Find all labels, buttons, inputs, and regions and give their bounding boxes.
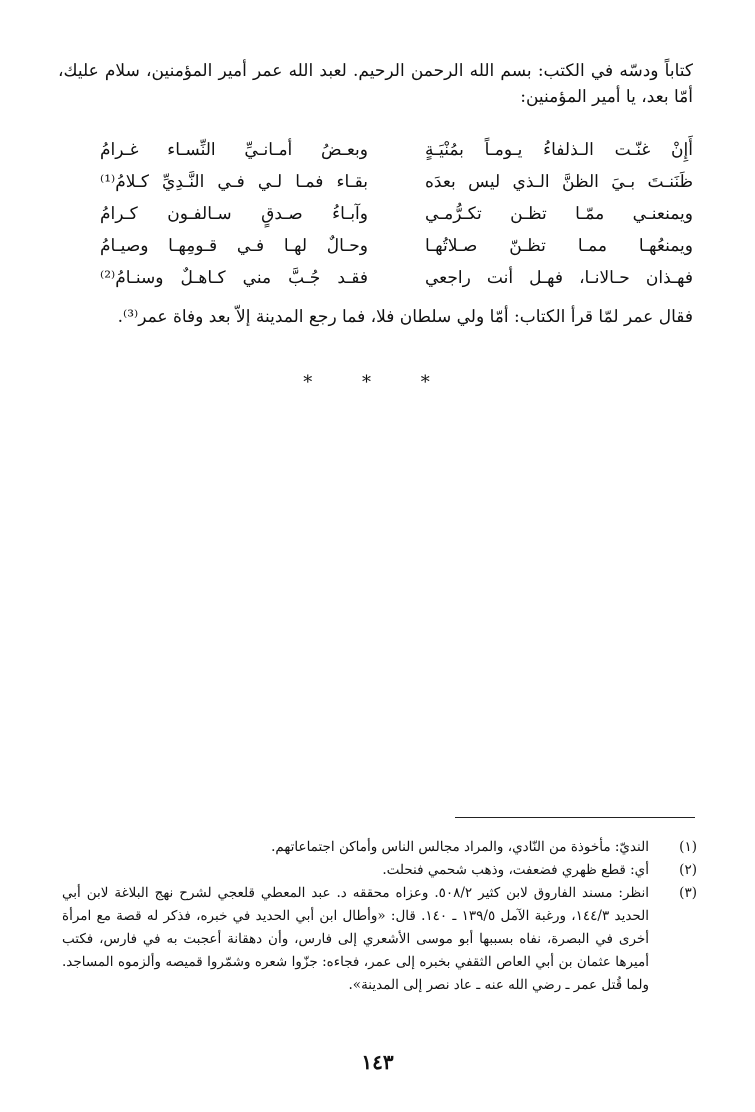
poem-verse	[100, 134, 693, 166]
poem	[100, 134, 693, 294]
poem-verse	[100, 230, 693, 262]
intro-paragraph: كتاباً ودسّه في الكتب: بسم الله الرحمن الرحيم. لعبد الله عمر أمير المؤمنين، سلام عليك، أمّا بعد، يا أمير المؤمنين:	[58, 61, 693, 107]
footnote-number: (١)	[679, 839, 697, 855]
footnote-text: النديّ: مأخوذة من النّادي، والمراد مجالس الناس وأماكن اجتماعاتهم.	[271, 839, 649, 855]
verse-second-hemistich: وبعـضُ أمـانـيِّ النِّسـاء غـرامُ	[100, 140, 368, 160]
verse-second-hemistich: وآبـاءُ صـدقٍ سـالفـون كـرامُ	[100, 204, 368, 224]
footnotes	[62, 836, 697, 997]
footnote	[62, 859, 697, 882]
verse-first-hemistich: ظَنَنـتَ بـيَ الظنَّ الـذي ليس بعدَه	[425, 172, 693, 192]
closing-paragraph: فقال عمر لمّا قرأ الكتاب: أمّا ولي سلطان فلا، فما رجع المدينة إلاّ بعد وفاة عمر⁽³⁾.	[117, 307, 693, 327]
verse-first-hemistich: ويمنعنـي ممّـا تظـن تكـرُّمـي	[425, 204, 693, 224]
section-divider: * * *	[303, 372, 452, 393]
footnote-number: (٣)	[679, 885, 697, 901]
verse-first-hemistich: فهـذان حـالانـا، فهـل أنت راجعي	[425, 268, 693, 288]
verse-second-hemistich: بقـاء فمـا لـي فـي النَّـدِيِّ كـلامُ⁽¹⁾	[100, 172, 368, 192]
verse-second-hemistich: وحـالٌ لهـا فـي قـومِهـا وصيـامُ	[100, 236, 368, 256]
page-number: ١٤٣	[361, 1050, 394, 1074]
verse-first-hemistich: أَإِنْ غنّـت الـذلفاءُ يـومـاً بمُنْيَـةٍ	[425, 140, 693, 160]
poem-verse	[100, 262, 693, 294]
poem-verse	[100, 166, 693, 198]
verse-first-hemistich: ويمنعُهـا ممـا تظـنّ صـلاتُهـا	[425, 236, 693, 256]
poem-verse	[100, 198, 693, 230]
footnote-text: أي: قطع ظهري فضعفت، وذهب شحمي فنحلت.	[382, 862, 649, 878]
footnote-separator	[455, 817, 695, 818]
verse-second-hemistich: فقـد جُـبَّ مني كـاهـلٌ وسنـامُ⁽²⁾	[100, 268, 368, 288]
footnote	[62, 882, 697, 997]
footnote-text: انظر: مسند الفاروق لابن كثير ٥٠٨/٢. وعزاه محققه د. عبد المعطي قلعجي لشرح نهج البلاغة لابن أبي الحديد ١٤٤/٣، ورغبة الآمل ١٣٩/٥ ـ ١٤٠. قال: «وأطال ابن أبي الحديد في خبره، فذكر له قصة مع امرأة أخرى في البصرة، نفاه بسببها أبو موسى الأشعري إلى فارس، وأن دهقانة أعجبت به في فارس، فكتب أميرها عثمان بن أبي العاص الثقفي بخبره إلى عمر، فجاءه: جزّوا شعره وشمّروا قميصه وألزموه المساجد. ولما قُتل عمر ـ رضي الله عنه ـ عاد نصر إلى المدينة».	[62, 885, 649, 993]
footnote-number: (٢)	[679, 862, 697, 878]
footnote	[62, 836, 697, 859]
